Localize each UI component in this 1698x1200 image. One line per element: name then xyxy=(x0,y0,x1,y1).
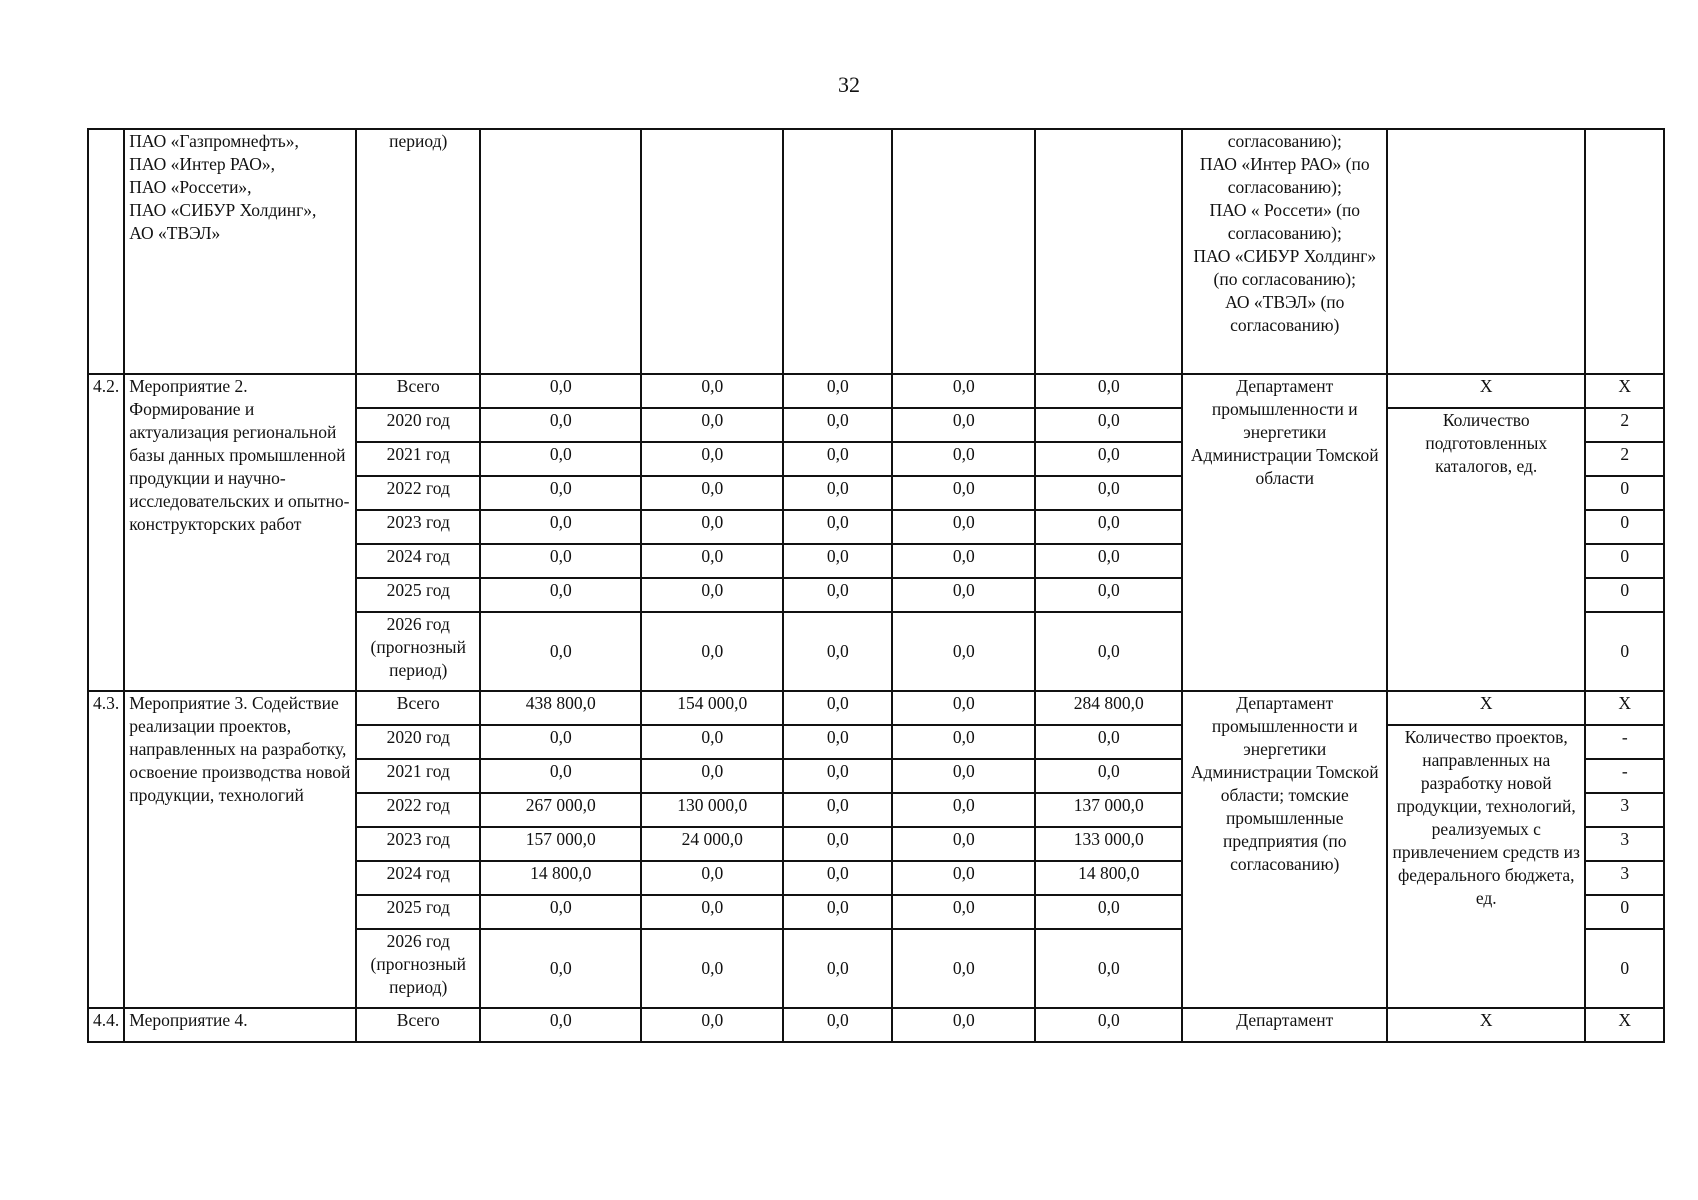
funding-value-cell: 0,0 xyxy=(1035,725,1182,759)
indicator-value-cell xyxy=(1585,129,1664,374)
funding-value-cell: 0,0 xyxy=(783,1008,892,1042)
funding-value-cell: 0,0 xyxy=(480,374,641,408)
funding-value-cell: 0,0 xyxy=(892,929,1035,1008)
funding-value-cell: 0,0 xyxy=(480,442,641,476)
indicator-value-cell: 0 xyxy=(1585,544,1664,578)
funding-value-cell: 0,0 xyxy=(892,725,1035,759)
funding-value-cell: 0,0 xyxy=(1035,1008,1182,1042)
funding-value-cell: 137 000,0 xyxy=(1035,793,1182,827)
funding-value-cell: 0,0 xyxy=(480,759,641,793)
year-cell: 2022 год xyxy=(356,476,480,510)
funding-value-cell: 0,0 xyxy=(892,476,1035,510)
funding-value-cell: 0,0 xyxy=(480,578,641,612)
indicator-value-cell: 2 xyxy=(1585,408,1664,442)
year-cell: Всего xyxy=(356,1008,480,1042)
funding-value-cell: 0,0 xyxy=(892,578,1035,612)
indicator-value-cell: 0 xyxy=(1585,510,1664,544)
funding-value-cell: 0,0 xyxy=(783,544,892,578)
activity-name: Мероприятие 2. Формирование и актуализация региональной базы данных промышленной продукции и научно-исследовательских и опытно-конструкторских работ xyxy=(124,374,356,691)
funding-value-cell: 133 000,0 xyxy=(1035,827,1182,861)
funding-value-cell: 0,0 xyxy=(783,612,892,691)
funding-value-cell: 0,0 xyxy=(1035,374,1182,408)
funding-value-cell: 0,0 xyxy=(1035,442,1182,476)
indicator-cell xyxy=(1387,129,1585,374)
activity-number: 4.3. xyxy=(88,691,124,1008)
table-row xyxy=(88,691,1664,725)
indicator-total-cell: X xyxy=(1387,1008,1585,1042)
funding-value-cell: 0,0 xyxy=(1035,612,1182,691)
funding-value-cell: 157 000,0 xyxy=(480,827,641,861)
funding-value-cell: 0,0 xyxy=(1035,759,1182,793)
indicator-value-cell: 0 xyxy=(1585,612,1664,691)
year-cell: 2023 год xyxy=(356,510,480,544)
period-cell: период) xyxy=(356,129,480,374)
indicator-name-cell: Количество подготовленных каталогов, ед. xyxy=(1387,408,1585,691)
funding-value-cell: 0,0 xyxy=(892,612,1035,691)
funding-value-cell: 0,0 xyxy=(783,510,892,544)
program-activities-table xyxy=(87,128,1665,1043)
funding-value-cell: 14 800,0 xyxy=(480,861,641,895)
funding-value-cell: 0,0 xyxy=(480,476,641,510)
funding-value-cell: 0,0 xyxy=(1035,476,1182,510)
funding-value-cell: 0,0 xyxy=(783,374,892,408)
indicator-name-cell: Количество проектов, направленных на разработку новой продукции, технологий, реализуемых с привлечением средств из федерального бюджета, ед. xyxy=(1387,725,1585,1008)
funding-value-cell: 0,0 xyxy=(1035,408,1182,442)
funding-value-cell: 0,0 xyxy=(892,827,1035,861)
activity-name: Мероприятие 4. xyxy=(124,1008,356,1042)
funding-value-cell: 0,0 xyxy=(892,408,1035,442)
funding-value-cell: 0,0 xyxy=(641,612,783,691)
activity-name: Мероприятие 3. Содействие реализации проектов, направленных на разработку, освоение производства новой продукции, технологий xyxy=(124,691,356,1008)
indicator-value-cell: 0 xyxy=(1585,895,1664,929)
indicator-value-cell: X xyxy=(1585,374,1664,408)
funding-value-cell: 0,0 xyxy=(892,544,1035,578)
indicator-value-cell: - xyxy=(1585,725,1664,759)
funding-value-cell: 24 000,0 xyxy=(641,827,783,861)
funding-value-cell: 0,0 xyxy=(480,929,641,1008)
funding-value-cell: 0,0 xyxy=(480,408,641,442)
funding-value-cell: 0,0 xyxy=(641,442,783,476)
indicator-value-cell: 0 xyxy=(1585,929,1664,1008)
indicator-total-cell: X xyxy=(1387,374,1585,408)
funding-value-cell: 0,0 xyxy=(783,725,892,759)
funding-value-cell: 0,0 xyxy=(1035,510,1182,544)
executor-cell: Департамент xyxy=(1182,1008,1387,1042)
year-cell: 2026 год (прогнозный период) xyxy=(356,929,480,1008)
funding-value-cell: 0,0 xyxy=(480,1008,641,1042)
funding-value-cell xyxy=(892,129,1035,374)
funding-value-cell: 0,0 xyxy=(892,861,1035,895)
funding-value-cell: 0,0 xyxy=(480,612,641,691)
funding-value-cell: 0,0 xyxy=(783,929,892,1008)
indicator-value-cell: - xyxy=(1585,759,1664,793)
indicator-value-cell: 3 xyxy=(1585,793,1664,827)
funding-value-cell xyxy=(641,129,783,374)
activity-name-cell: ПАО «Газпромнефть», ПАО «Интер РАО», ПАО «Россети», ПАО «СИБУР Холдинг», АО «ТВЭЛ» xyxy=(124,129,356,374)
indicator-value-cell: 3 xyxy=(1585,861,1664,895)
funding-value-cell: 0,0 xyxy=(892,1008,1035,1042)
year-cell: 2024 год xyxy=(356,544,480,578)
funding-value-cell: 0,0 xyxy=(783,895,892,929)
funding-value-cell: 0,0 xyxy=(641,725,783,759)
indicator-value-cell: 0 xyxy=(1585,476,1664,510)
funding-value-cell: 0,0 xyxy=(783,759,892,793)
funding-value-cell: 0,0 xyxy=(892,374,1035,408)
funding-value-cell: 130 000,0 xyxy=(641,793,783,827)
funding-value-cell: 284 800,0 xyxy=(1035,691,1182,725)
year-cell: 2024 год xyxy=(356,861,480,895)
year-cell: 2020 год xyxy=(356,408,480,442)
funding-value-cell: 0,0 xyxy=(480,725,641,759)
year-cell: 2022 год xyxy=(356,793,480,827)
page-number: 32 xyxy=(838,72,860,97)
funding-value-cell: 0,0 xyxy=(641,408,783,442)
funding-value-cell: 0,0 xyxy=(1035,578,1182,612)
indicator-value-cell: 2 xyxy=(1585,442,1664,476)
funding-value-cell: 0,0 xyxy=(1035,544,1182,578)
funding-value-cell: 0,0 xyxy=(641,929,783,1008)
funding-value-cell xyxy=(480,129,641,374)
funding-value-cell: 0,0 xyxy=(480,510,641,544)
funding-value-cell: 0,0 xyxy=(641,1008,783,1042)
indicator-value-cell: 0 xyxy=(1585,578,1664,612)
funding-value-cell: 0,0 xyxy=(641,895,783,929)
funding-value-cell: 0,0 xyxy=(641,374,783,408)
indicator-value-cell: X xyxy=(1585,691,1664,725)
funding-value-cell: 0,0 xyxy=(783,827,892,861)
funding-value-cell: 0,0 xyxy=(641,544,783,578)
funding-value-cell: 0,0 xyxy=(892,442,1035,476)
funding-value-cell: 0,0 xyxy=(892,691,1035,725)
funding-value-cell: 0,0 xyxy=(480,544,641,578)
indicator-value-cell: X xyxy=(1585,1008,1664,1042)
funding-value-cell: 0,0 xyxy=(892,759,1035,793)
funding-value-cell: 0,0 xyxy=(783,691,892,725)
indicator-total-cell: X xyxy=(1387,691,1585,725)
funding-value-cell: 0,0 xyxy=(783,578,892,612)
funding-value-cell: 0,0 xyxy=(641,861,783,895)
funding-value-cell: 438 800,0 xyxy=(480,691,641,725)
funding-value-cell: 0,0 xyxy=(892,510,1035,544)
funding-value-cell: 0,0 xyxy=(480,895,641,929)
year-cell: 2026 год (прогнозный период) xyxy=(356,612,480,691)
continuation-row xyxy=(88,129,1664,374)
table-row xyxy=(88,374,1664,408)
funding-value-cell: 267 000,0 xyxy=(480,793,641,827)
year-cell: 2021 год xyxy=(356,759,480,793)
funding-value-cell: 0,0 xyxy=(783,793,892,827)
funding-value-cell: 154 000,0 xyxy=(641,691,783,725)
indicator-value-cell: 3 xyxy=(1585,827,1664,861)
funding-value-cell: 0,0 xyxy=(641,759,783,793)
funding-value-cell xyxy=(1035,129,1182,374)
executor-cell: согласованию); ПАО «Интер РАО» (по согласованию); ПАО « Россети» (по согласованию); ПАО «СИБУР Холдинг» (по согласованию); АО «ТВЭЛ» (по согласованию) xyxy=(1182,129,1387,374)
activity-number: 4.4. xyxy=(88,1008,124,1042)
executor-cell: Департамент промышленности и энергетики Администрации Томской области xyxy=(1182,374,1387,691)
funding-value-cell: 0,0 xyxy=(892,895,1035,929)
year-cell: 2021 год xyxy=(356,442,480,476)
year-cell: 2025 год xyxy=(356,578,480,612)
funding-value-cell: 0,0 xyxy=(783,476,892,510)
table-row xyxy=(88,1008,1664,1042)
funding-value-cell: 0,0 xyxy=(641,510,783,544)
funding-value-cell: 14 800,0 xyxy=(1035,861,1182,895)
funding-value-cell: 0,0 xyxy=(783,861,892,895)
year-cell: Всего xyxy=(356,691,480,725)
row-number-cell xyxy=(88,129,124,374)
funding-value-cell: 0,0 xyxy=(1035,929,1182,1008)
year-cell: 2020 год xyxy=(356,725,480,759)
year-cell: Всего xyxy=(356,374,480,408)
funding-value-cell xyxy=(783,129,892,374)
activity-number: 4.2. xyxy=(88,374,124,691)
funding-value-cell: 0,0 xyxy=(783,442,892,476)
year-cell: 2025 год xyxy=(356,895,480,929)
funding-value-cell: 0,0 xyxy=(1035,895,1182,929)
executor-cell: Департамент промышленности и энергетики Администрации Томской области; томские промышленные предприятия (по согласованию) xyxy=(1182,691,1387,1008)
funding-value-cell: 0,0 xyxy=(641,578,783,612)
funding-value-cell: 0,0 xyxy=(783,408,892,442)
funding-value-cell: 0,0 xyxy=(641,476,783,510)
funding-value-cell: 0,0 xyxy=(892,793,1035,827)
year-cell: 2023 год xyxy=(356,827,480,861)
